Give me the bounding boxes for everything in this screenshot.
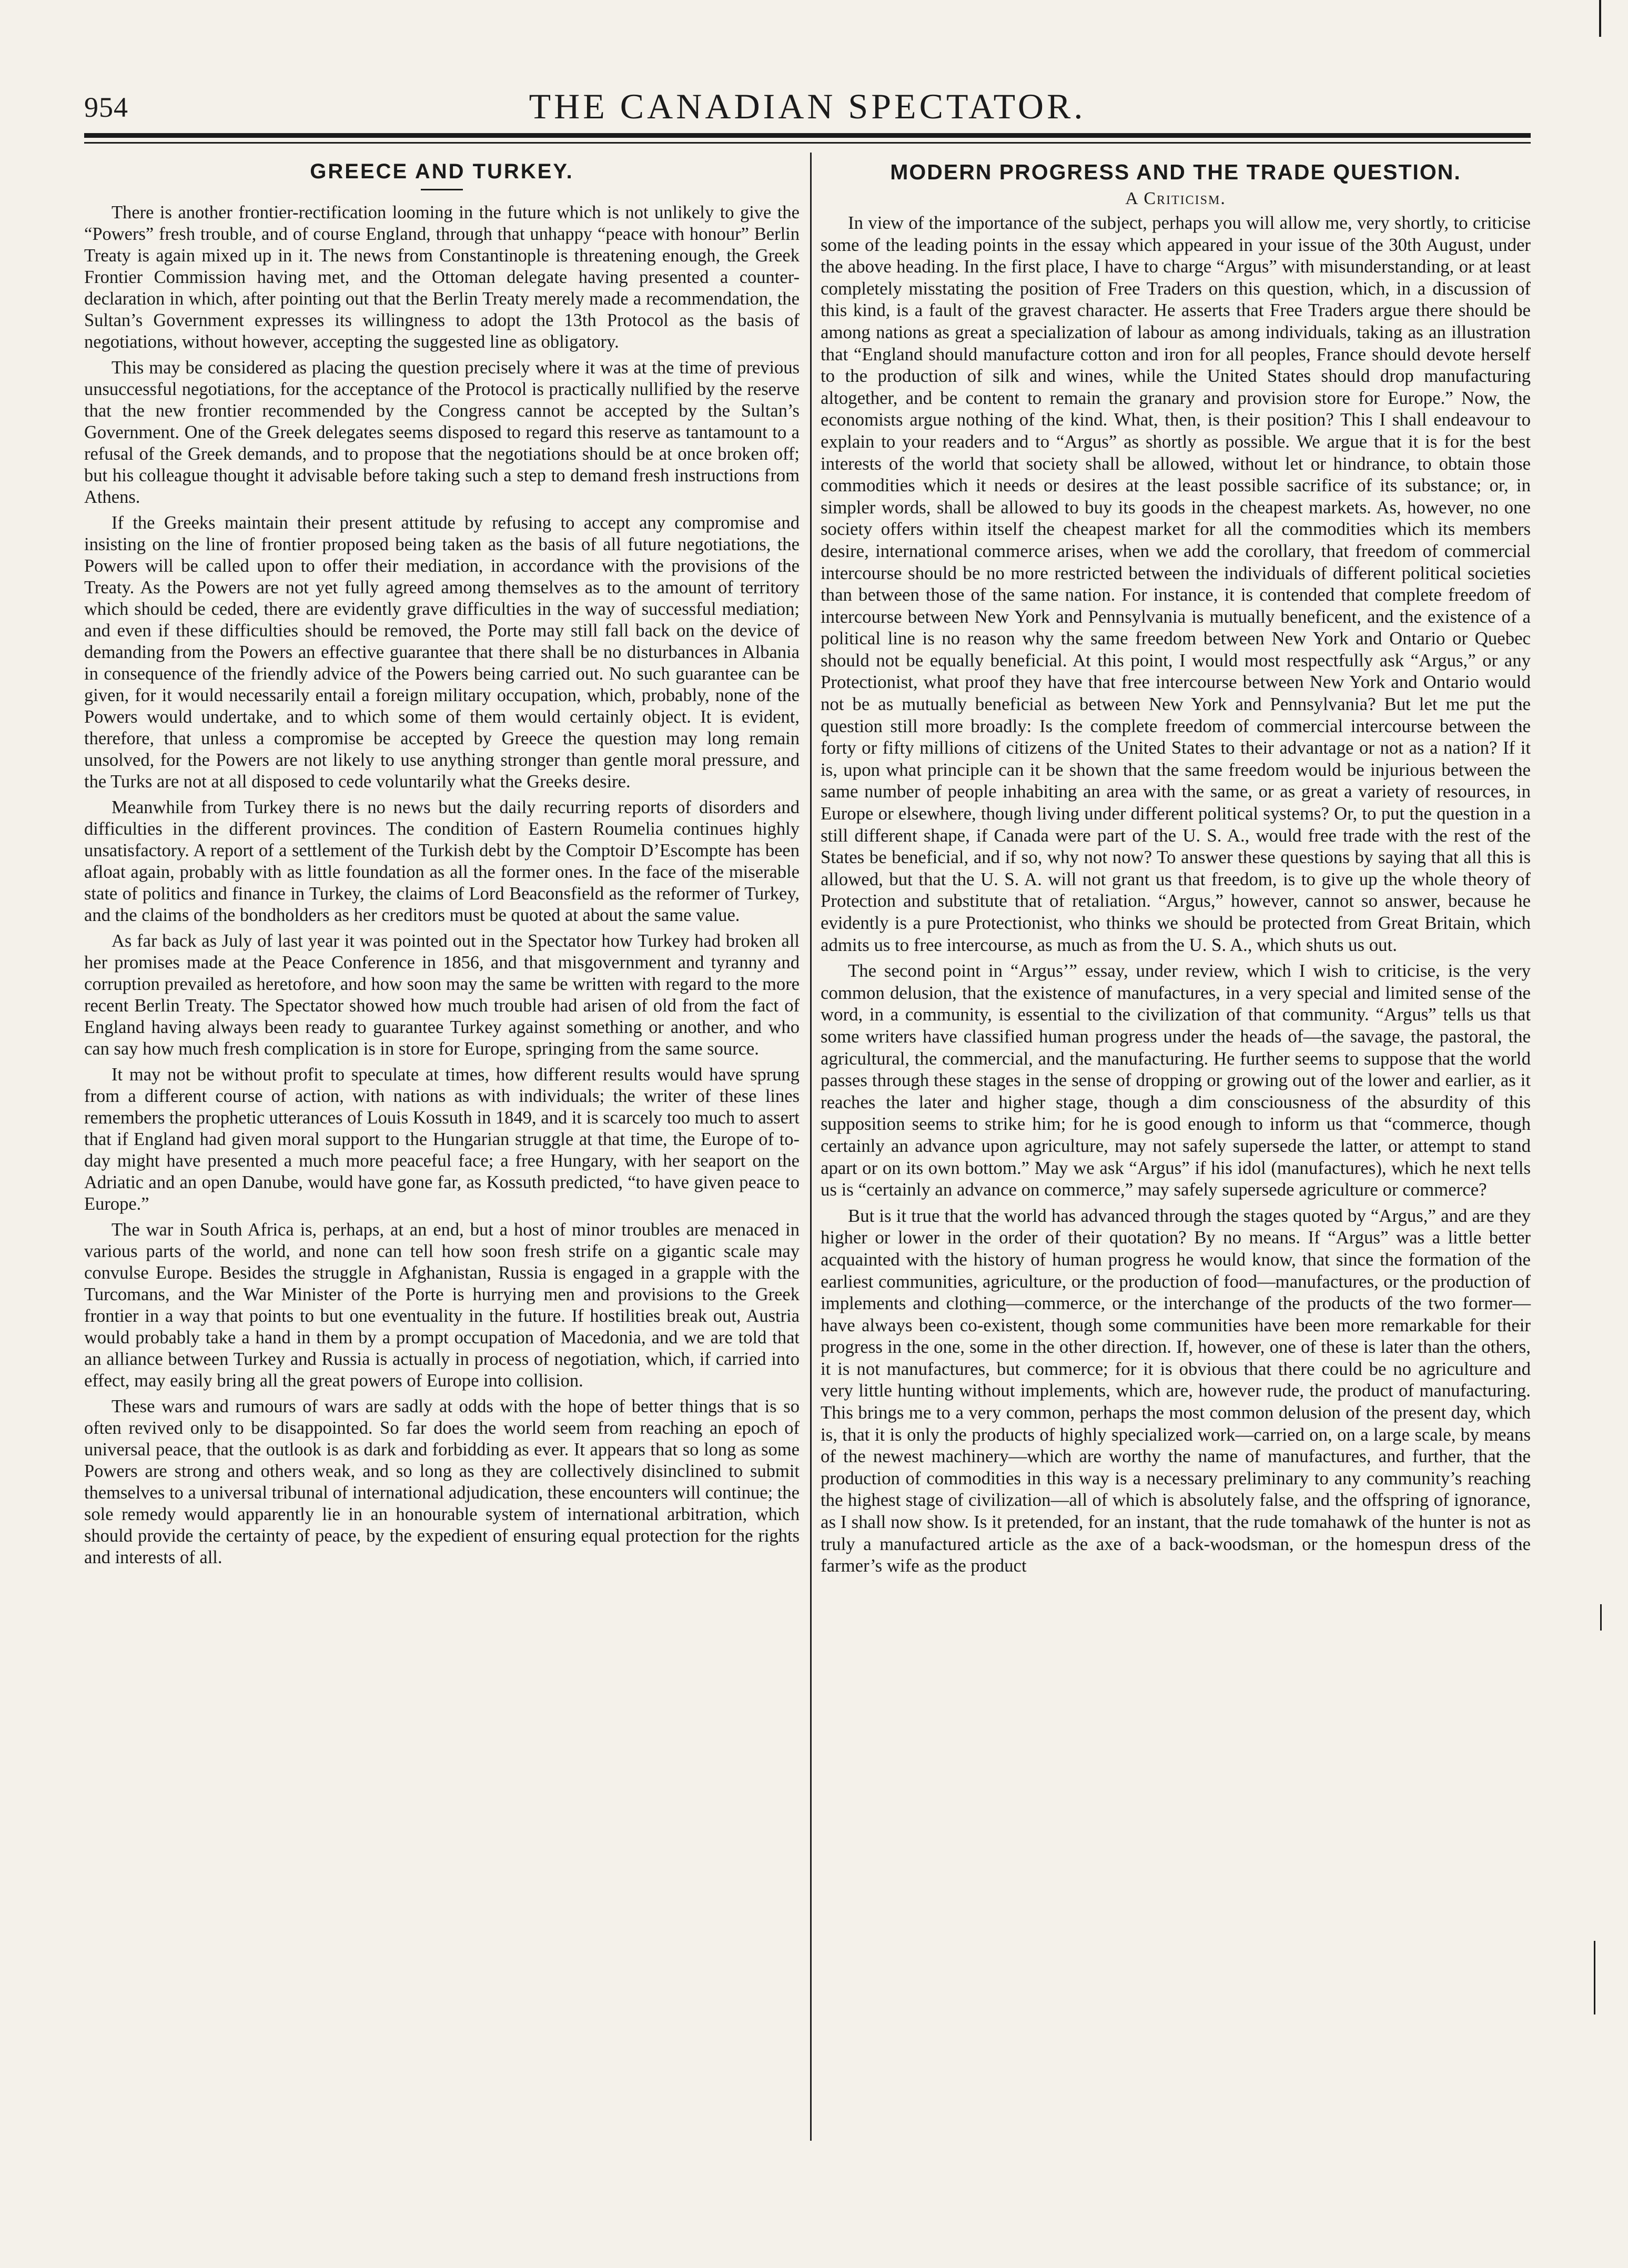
column-divider xyxy=(810,153,812,2141)
journal-title: THE CANADIAN SPECTATOR. xyxy=(529,86,1086,126)
article-title-modern-progress: MODERN PROGRESS AND THE TRADE QUESTION. xyxy=(890,160,1461,184)
title-rule xyxy=(421,189,463,190)
paragraph: The war in South Africa is, perhaps, at an end, but a host of minor troubles are menaced in various parts of the world, and none can tell how soon fresh strife on a gigantic scale may convulse Europe. Besides the struggle in Afghanistan, Russia is engaged in a grapple with the Turcomans, and the War Minister of the Porte is hurrying men and provisions to the Greek frontier in a way that points to but one eventuality in the future. If hostilities break out, Austria would probably take a hand in them by a prompt occupation of Macedonia, and we are told that an alliance between Turkey and Russia is actually in process of negotiation, which, if carried into effect, may easily bring all the great powers of Europe into collision. xyxy=(84,1220,800,1391)
paragraph: These wars and rumours of wars are sadly at odds with the hope of better things that is so often revived only to be disappointed. So far does the world seem from reaching an epoch of universal peace, that the outlook is as dark and forbidding as ever. It appears that so long as some Powers are strong and others weak, and so long as they are collectively disinclined to submit themselves to a universal tribunal of international adjudication, these encounters will continue; the sole remedy would apparently lie in an honourable system of international arbitration, which should provide the certainty of peace, by the expedient of ensuring equal protection for the rights and interests of all. xyxy=(84,1396,800,1567)
header-rule-thin xyxy=(84,142,1531,144)
paragraph: In view of the importance of the subject, perhaps you will allow me, very shortly, to criticise some of the leading points in the essay which appeared in your issue of the 30th August, under the above heading. In the first place, I have to charge “Argus” with misunderstanding, or at least completely misstating the position of Free Traders on this question, which, in a discussion of this kind, is a fault of the gravest character. He asserts that Free Traders argue there should be among nations as great a specialization of labour as among individuals, taking as an illustration that “England should manufacture cotton and iron for all peoples, France should devote herself to the production of silk and wines, while the United States should drop manufacturing altogether, and be content to remain the granary and provision store for Europe.” Now, the economists argue nothing of the kind. What, then, is their position? This I shall endeavour to explain to your readers and to “Argus” as shortly as possible. We argue that it is for the best interests of the world that society shall be allowed, without let or hindrance, to obtain those commodities which it needs or desires at the least possible sacrifice of its substance; or, in simpler words, shall be allowed to buy its goods in the cheapest markets. As, however, no one society offers within itself the cheapest market for all the commodities which its members desire, international commerce arises, when we add the corollary, that freedom of commercial intercourse should be no more restricted between the individuals of different political societies than between those of the same nation. For instance, it is contended that complete freedom of intercourse between New York and Pennsylvania is mutually beneficent, and the existence of a political line is no reason why the same freedom between New York and Ontario or Quebec should not be equally beneficial. At this point, I would most respectfully ask “Argus,” or any Protectionist, what proof they have that free intercourse between New York and Ontario would not be as mutually beneficial as between New York and Pennsylvania? But let me put the question still more broadly: Is the complete freedom of commercial intercourse between the forty or fifty millions of citizens of the United States to their advantage or not as a nation? If it is, upon what principle can it be shown that the same freedom would be injurious between the same number of people inhabiting an area with the same, or as great a variety of resources, in Europe or elsewhere, though living under different political systems? Or, to put the question in a still different shape, if Canada were part of the U. S. A., would free trade with the rest of the States be beneficial, and if so, why not now? To answer these questions by saying that all this is allowed, but that the U. S. A. will not grant us that freedom, is to give up the whole theory of Protection and substitute that of retaliation. “Argus,” however, cannot so answer, because he evidently is a pure Protectionist, who thinks we should be protected from Great Britain, which admits us to free intercourse, as much as from the U. S. A., which shuts us out. xyxy=(821,212,1531,955)
page-header xyxy=(84,82,1531,129)
scan-edge-mark xyxy=(1599,0,1601,37)
article-body-modern-progress xyxy=(821,212,1531,1577)
page-number: 954 xyxy=(84,92,128,123)
scan-edge-mark xyxy=(1600,1604,1602,1631)
paragraph: This may be considered as placing the question precisely where it was at the time of previous unsuccessful negotiations, for the acceptance of the Protocol is practically nullified by the reserve that the new frontier recommended by the Congress cannot be accepted by the Sultan’s Government. One of the Greek delegates seems disposed to regard this reserve as tantamount to a refusal of the Greek demands, and to propose that the negotiations should be at once broken off; but his colleague thought it advisable before taking such a step to demand fresh instructions from Athens. xyxy=(84,358,800,507)
paragraph: Meanwhile from Turkey there is no news but the daily recurring reports of disorders and difficulties in the different provinces. The condition of Eastern Roumelia continues highly unsatisfactory. A report of a settlement of the Turkish debt by the Comptoir D’Escompte has been afloat again, probably with as little foundation as all the former ones. In the face of the miserable state of politics and finance in Turkey, the claims of Lord Beaconsfield as the reformer of Turkey, and the claims of the bondholders as her creditors must be quoted at about the same value. xyxy=(84,797,800,925)
header-rule-thick xyxy=(84,133,1531,138)
paragraph: It may not be without profit to speculate at times, how different results would have sprung from a different course of action, with nations as with individuals; the writer of these lines remembers the prophetic utterances of Louis Kossuth in 1849, and it is scarcely too much to assert that if England had given moral support to the Hungarian struggle at that time, the Europe of to-day might have presented a much more peaceful face; a free Hungary, with her seaport on the Adriatic and an open Danube, would have gone far, as Kossuth predicted, “to have given peace to Europe.” xyxy=(84,1065,800,1214)
left-column xyxy=(84,153,800,1568)
article-body-greece-turkey xyxy=(84,202,800,1568)
paragraph: As far back as July of last year it was pointed out in the Spectator how Turkey had broken all her promises made at the Peace Conference in 1856, and that misgovernment and tyranny and corruption prevailed as heretofore, and how soon may the same be written with regard to the more recent Berlin Treaty. The Spectator showed how much trouble had arisen of old from the fact of England having always been ready to guarantee Turkey against something or another, and who can say how much fresh complication is in store for Europe, springing from the same source. xyxy=(84,931,800,1059)
paragraph: But is it true that the world has advanced through the stages quoted by “Argus,” and are they higher or lower in the order of their quotation? By no means. If “Argus” was a little better acquainted with the history of human progress he would know, that since the formation of the earliest communities, agriculture, or the production of food—manufactures, or the production of implements and clothing—commerce, or the interchange of the products of the two former—have always been co-existent, though some communities have been more remarkable for their progress in the one, some in the other direction. If, however, one of these is later than the others, it is not manufactures, but commerce; for it is obvious that there could be no agriculture and very little hunting without implements, which are, however rude, the product of manufacturing. This brings me to a very common, perhaps the most common delusion of the present day, which is, that it is only the products of highly specialized work—carried on, on a large scale, by means of the newest machinery—which are worthy the name of manufactures, and further, that the production of commodities in this way is a necessary preliminary to any community’s reaching the highest stage of civilization—all of which is absolutely false, and the offspring of ignorance, as I shall now show. Is it pretended, for an instant, that the rude tomahawk of the hunter is not as truly a manufactured article as the axe of a back-woodsman, or the homespun dress of the farmer’s wife as the product xyxy=(821,1205,1531,1576)
paragraph: The second point in “Argus’” essay, under review, which I wish to criticise, is the very common delusion, that the existence of manufactures, in a very special and limited sense of the word, in a community, is essential to the civilization of that community. “Argus” tells us that some writers have classified human progress under the heads of—the savage, the pastoral, the agricultural, the commercial, and the manufacturing. He further seems to suppose that the world passes through these stages in the sense of dropping or growing out of the lower and earlier, as it reaches the later and higher stage, though a dim consciousness of the absurdity of this supposition seems to strike him; for he is good enough to inform us that “commerce, though certainly an advance upon agriculture, may not safely supersede the latter, or attempt to stand apart or on its own bottom.” May we ask “Argus” if his idol (manufactures), which he next tells us is “certainly an advance on commerce,” may safely supersede agriculture or commerce? xyxy=(821,960,1531,1200)
paragraph: There is another frontier-rectification looming in the future which is not unlikely to give the “Powers” fresh trouble, and of course England, through that unhappy “peace with honour” Berlin Treaty is again mixed up in it. The news from Constantinople is threatening enough, the Greek Frontier Commission having met, and the Ottoman delegate having presented a counter-declaration in which, after pointing out that the Berlin Treaty merely made a recommendation, the Sultan’s Government expresses its willingness to adopt the 13th Protocol as the basis of negotiations, without however, accepting the suggested line as obligatory. xyxy=(84,202,800,352)
article-title-greece-turkey: GREECE AND TURKEY. xyxy=(310,160,574,183)
right-column xyxy=(821,153,1531,1577)
scan-edge-mark xyxy=(1594,1941,1595,2014)
article-subtitle: A Criticism. xyxy=(1125,189,1226,208)
paragraph: If the Greeks maintain their present attitude by refusing to accept any compromise and insisting on the line of frontier proposed being taken as the basis of all future negotiations, the Powers will be called upon to offer their mediation, in accordance with the provisions of the Treaty. As the Powers are not yet fully agreed among themselves as to the amount of territory which should be ceded, there are evidently grave difficulties in the way of successful mediation; and even if these difficulties should be removed, the Porte may still fall back on the device of demanding from the Powers an effective guarantee that there shall be no disturbances in Albania in consequence of the friendly advice of the Powers being carried out. No such guarantee can be given, for it would necessarily entail a foreign military occupation, which, probably, none of the Powers would undertake, and to which some of them would certainly object. It is evident, therefore, that unless a compromise be accepted by Greece the question may long remain unsolved, for the Powers are not likely to use anything stronger than gentle moral pressure, and the Turks are not at all disposed to cede voluntarily what the Greeks desire. xyxy=(84,513,800,792)
